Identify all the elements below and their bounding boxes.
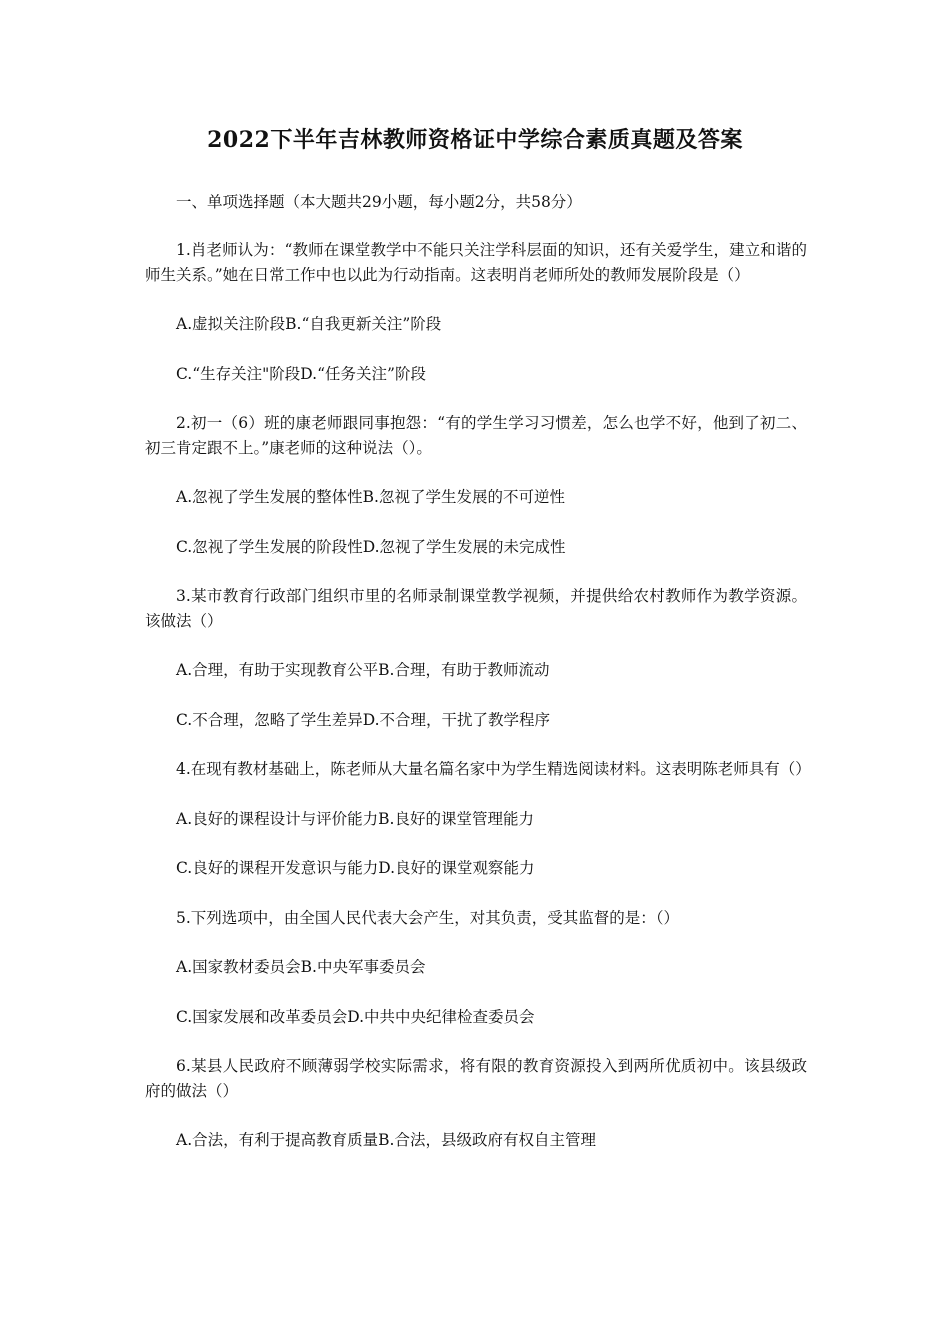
question-1-options-ab: A.虚拟关注阶段B.“自我更新关注”阶段 xyxy=(176,315,442,333)
question-4-options-cd: C.良好的课程开发意识与能力D.良好的课堂观察能力 xyxy=(176,859,535,877)
document-title: 2022下半年吉林教师资格证中学综合素质真题及答案 xyxy=(207,127,743,153)
section-heading: 一、单项选择题（本大题共29小题，每小题2分，共58分） xyxy=(176,193,582,211)
question-2-options-cd: C.忽视了学生发展的阶段性D.忽视了学生发展的未完成性 xyxy=(176,537,566,556)
question-list xyxy=(145,238,811,1178)
question-5-stem: 5.下列选项中，由全国人民代表大会产生，对其负责，受其监督的是：（） xyxy=(176,908,680,927)
question-3-stem: 3.某市教育行政部门组织市里的名师录制课堂教学视频，并提供给农村教师作为教学资源。该做法（） xyxy=(145,587,807,630)
question-5-options-ab: A.国家教材委员会B.中央军事委员会 xyxy=(176,958,426,976)
question-6-stem: 6.某县人民政府不顾薄弱学校实际需求，将有限的教育资源投入到两所优质初中。该县级政府的做法（） xyxy=(145,1057,807,1100)
question-4-stem: 4.在现有教材基础上，陈老师从大量名篇名家中为学生精选阅读材料。这表明陈老师具有（） xyxy=(176,760,811,778)
question-2-options-ab: A.忽视了学生发展的整体性B.忽视了学生发展的不可逆性 xyxy=(176,488,565,506)
question-1-stem: 1.肖老师认为：“教师在课堂教学中不能只关注学科层面的知识，还有关爱学生，建立和谐的师生关系。”她在日常工作中也以此为行动指南。这表明肖老师所处的教师发展阶段是（） xyxy=(145,241,807,284)
question-4-options-ab: A.良好的课程设计与评价能力B.良好的课堂管理能力 xyxy=(176,809,534,828)
question-1-options-cd: C.“生存关注"阶段D.“任务关注”阶段 xyxy=(176,364,426,383)
question-3-options-ab: A.合理，有助于实现教育公平B.合理，有助于教师流动 xyxy=(176,661,550,679)
question-2-stem: 2.初一（6）班的康老师跟同事抱怨：“有的学生学习习惯差，怎么也学不好，他到了初二、初三肯定跟不上。”康老师的这种说法（）。 xyxy=(145,414,807,457)
question-5-options-cd: C.国家发展和改革委员会D.中共中央纪律检查委员会 xyxy=(176,1007,535,1026)
question-3-options-cd: C.不合理，忽略了学生差异D.不合理，干扰了教学程序 xyxy=(176,710,551,729)
question-6-options-ab: A.合法，有利于提高教育质量B.合法，县级政府有权自主管理 xyxy=(176,1131,596,1149)
